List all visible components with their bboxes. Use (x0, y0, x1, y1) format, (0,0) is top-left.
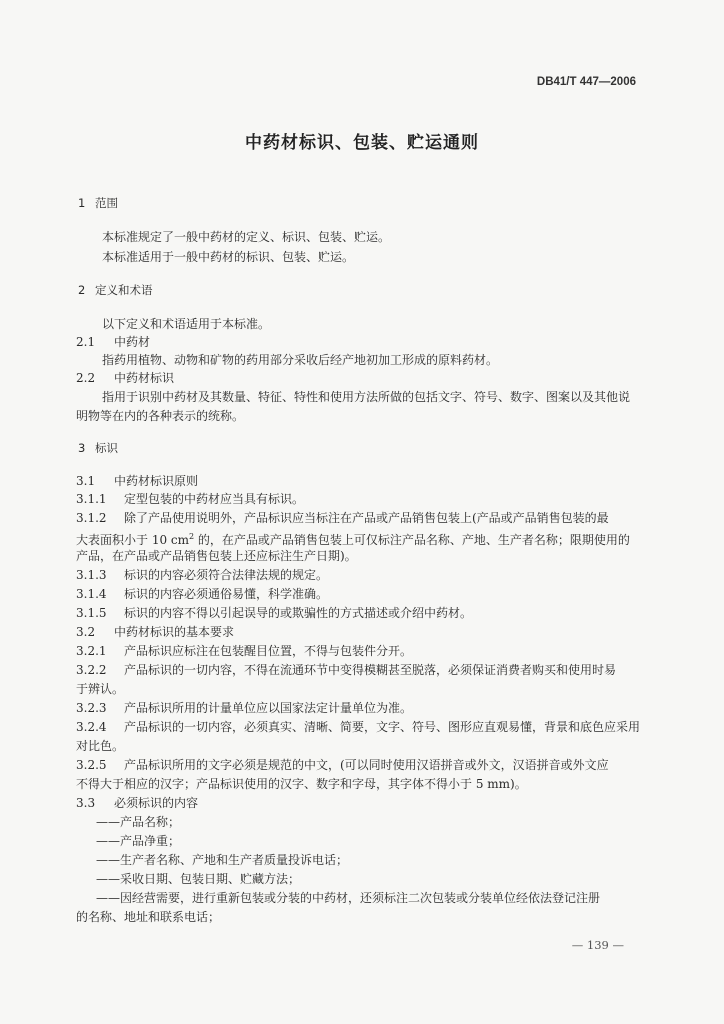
clause (0, 662, 724, 678)
list-item (0, 871, 724, 887)
list-item (0, 852, 724, 868)
clause-number: 3.1.3 (76, 568, 107, 582)
list-item-text: ——生产者名称、产地和生产者质量投诉电话； (96, 853, 349, 867)
clause-title: 中药材标识的基本要求 (114, 625, 235, 639)
clause-number: 3.1 (76, 474, 96, 488)
list-item-continuation (0, 909, 724, 925)
section-number: 1 (78, 196, 86, 210)
clause-number: 3.1.1 (76, 492, 107, 506)
list-item-text: ——因经营需要，进行重新包装或分装的中药材，还须标注二次包装或分装单位经依法登记注册 (96, 891, 601, 905)
clause-text: 标识的内容不得以引起误导的或欺骗性的方式描述或介绍中药材。 (124, 606, 473, 620)
paragraph-text: 指用于识别中药材及其数量、特征、特性和使用方法所做的包括文字、符号、数字、图案以及其他说 (102, 390, 631, 404)
paragraph (0, 229, 724, 245)
section-number: 3 (78, 441, 86, 455)
clause (0, 643, 724, 659)
clause-text: 标识的内容必须通俗易懂，科学准确。 (124, 587, 329, 601)
section-2-heading (0, 282, 724, 298)
clause-number: 3.2.4 (76, 720, 107, 734)
paragraph-text: 以下定义和术语适用于本标准。 (102, 317, 271, 331)
clause-text: 不得大于相应的汉字；产品标识使用的汉字、数字和字母，其字体不得小于 5 mm)。 (76, 777, 527, 791)
term-heading (0, 334, 724, 350)
term-title: 中药材 (114, 335, 151, 349)
page-number: — 139 — (571, 938, 624, 952)
clause-number: 3.2.2 (76, 663, 107, 677)
clause-number: 2.2 (76, 371, 96, 385)
clause-title: 必须标识的内容 (114, 796, 199, 810)
clause-number: 3.2 (76, 625, 96, 639)
clause-number: 3.3 (76, 796, 96, 810)
clause-number: 3.2.3 (76, 701, 107, 715)
clause-text: 产品，在产品或产品销售包装上还应标注生产日期)。 (76, 549, 357, 563)
clause-number: 3.1.2 (76, 511, 107, 525)
clause-text: 产品标识应标注在包装醒目位置，不得与包装件分开。 (124, 644, 413, 658)
clause (0, 586, 724, 602)
clause-continuation (0, 738, 724, 754)
list-item (0, 890, 724, 906)
document-title: 中药材标识、包装、贮运通则 (245, 133, 479, 153)
clause-text: 除了产品使用说明外，产品标识应当标注在产品或产品销售包装上(产品或产品销售包装的最 (124, 511, 609, 525)
clause-number: 3.2.5 (76, 758, 107, 772)
standard-number: DB41/T 447—2006 (536, 76, 636, 88)
section-title: 标识 (95, 441, 118, 455)
clause-title: 中药材标识原则 (114, 474, 199, 488)
section-number: 2 (78, 283, 86, 297)
clause-text: 产品标识的一切内容，不得在流通环节中变得模糊甚至脱落，必须保证消费者购买和使用时易 (124, 663, 617, 677)
clause-number: 3.2.1 (76, 644, 107, 658)
clause-text: 产品标识所用的文字必须是规范的中文，(可以同时使用汉语拼音或外文，汉语拼音或外文应 (124, 758, 609, 772)
paragraph (0, 249, 724, 265)
clause-text: 大表面积小于 10 cm (76, 533, 189, 547)
clause (0, 491, 724, 507)
clause (0, 757, 724, 773)
list-item-text: 的名称、地址和联系电话； (76, 910, 221, 924)
clause-text: 定型包装的中药材应当具有标识。 (124, 492, 305, 506)
clause-continuation (0, 548, 724, 564)
clause (0, 719, 724, 735)
paragraph-text: 本标准适用于一般中药材的标识、包装、贮运。 (102, 250, 355, 264)
clause (0, 605, 724, 621)
clause (0, 567, 724, 583)
section-3-heading (0, 440, 724, 456)
clause-continuation (0, 681, 724, 697)
clause (0, 700, 724, 716)
term-heading (0, 370, 724, 386)
clause (0, 473, 724, 489)
list-item-text: ——产品净重； (96, 834, 181, 848)
superscript: 2 (189, 532, 195, 541)
paragraph (0, 389, 724, 405)
paragraph (0, 316, 724, 332)
clause (0, 795, 724, 811)
term-title: 中药材标识 (114, 371, 175, 385)
clause-text: 对比色。 (76, 739, 125, 753)
clause-text: 产品标识的一切内容，必须真实、清晰、简要，文字、符号、图形应直观易懂，背景和底色应采用 (124, 720, 641, 734)
paragraph-text: 本标准规定了一般中药材的定义、标识、包装、贮运。 (102, 230, 391, 244)
paragraph-text: 指药用植物、动物和矿物的药用部分采收后经产地初加工形成的原料药材。 (102, 353, 499, 367)
paragraph (0, 408, 724, 424)
clause-continuation (0, 529, 724, 548)
clause-text: 于辨认。 (76, 682, 125, 696)
clause (0, 510, 724, 526)
list-item-text: ——采收日期、包装日期、贮藏方法； (96, 872, 301, 886)
clause-number: 3.1.4 (76, 587, 107, 601)
paragraph-text: 明物等在内的各种表示的统称。 (76, 409, 245, 423)
clause-number: 2.1 (76, 335, 96, 349)
list-item (0, 814, 724, 830)
list-item-text: ——产品名称； (96, 815, 181, 829)
clause-text: 的，在产品或产品销售包装上可仅标注产品名称、产地、生产者名称；限期使用的 (194, 533, 630, 547)
paragraph (0, 352, 724, 368)
list-item (0, 833, 724, 849)
section-title: 范围 (95, 196, 118, 210)
clause-number: 3.1.5 (76, 606, 107, 620)
clause-continuation (0, 776, 724, 792)
section-title: 定义和术语 (95, 283, 153, 297)
clause (0, 624, 724, 640)
clause-text: 产品标识所用的计量单位应以国家法定计量单位为准。 (124, 701, 413, 715)
section-1-heading (0, 195, 724, 211)
clause-text: 标识的内容必须符合法律法规的规定。 (124, 568, 329, 582)
